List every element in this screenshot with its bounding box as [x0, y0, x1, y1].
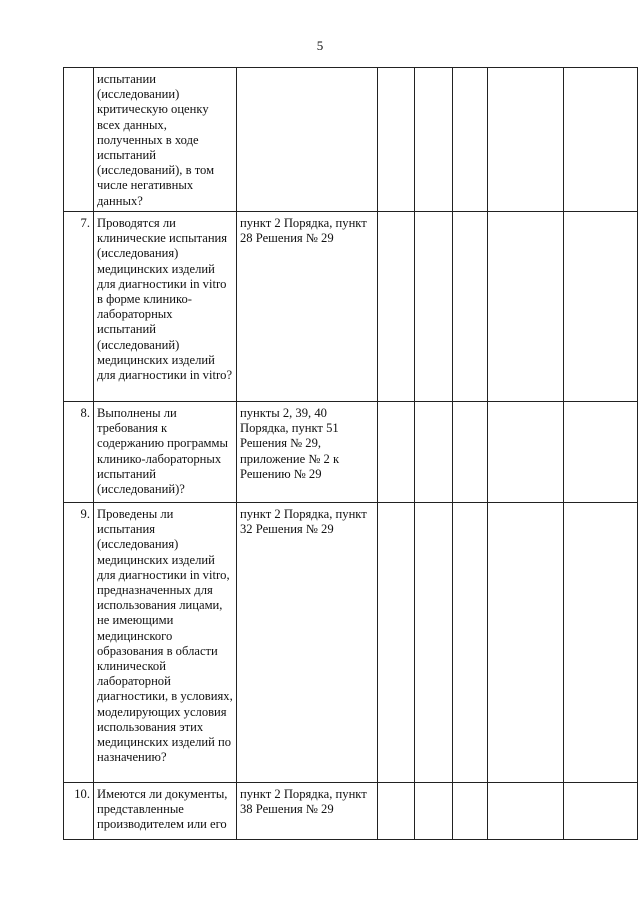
notes-cell[interactable]: [564, 503, 638, 783]
notes-cell[interactable]: [564, 402, 638, 503]
reference-cell: пункты 2, 39, 40 Порядка, пункт 51 Решения № 29, приложение № 2 к Решению № 29: [237, 402, 378, 503]
reference-cell: пункт 2 Порядка, пункт 28 Решения № 29: [237, 212, 378, 402]
answer-cell-no[interactable]: [415, 402, 453, 503]
reference-cell: [237, 68, 378, 212]
answer-cell-na[interactable]: [453, 212, 488, 402]
answer-cell-extra[interactable]: [488, 212, 564, 402]
answer-cell-yes[interactable]: [378, 503, 415, 783]
row-number: 7.: [64, 212, 94, 402]
question-cell: Имеются ли документы, представленные производителем или его: [94, 783, 237, 840]
notes-cell[interactable]: [564, 783, 638, 840]
row-number: 8.: [64, 402, 94, 503]
reference-cell: пункт 2 Порядка, пункт 32 Решения № 29: [237, 503, 378, 783]
answer-cell-na[interactable]: [453, 402, 488, 503]
answer-cell-na[interactable]: [453, 503, 488, 783]
question-cell: испытании (исследовании) критическую оценку всех данных, полученных в ходе испытаний (исследований), в том числе негативных данных?: [94, 68, 237, 212]
answer-cell-no[interactable]: [415, 212, 453, 402]
answer-cell-extra[interactable]: [488, 783, 564, 840]
answer-cell-extra[interactable]: [488, 503, 564, 783]
checklist-table: [63, 67, 638, 840]
reference-cell: пункт 2 Порядка, пункт 38 Решения № 29: [237, 783, 378, 840]
table-row: [64, 503, 638, 783]
table-row: [64, 212, 638, 402]
row-number: [64, 68, 94, 212]
answer-cell-na[interactable]: [453, 68, 488, 212]
answer-cell-yes[interactable]: [378, 68, 415, 212]
answer-cell-extra[interactable]: [488, 68, 564, 212]
notes-cell[interactable]: [564, 212, 638, 402]
answer-cell-no[interactable]: [415, 503, 453, 783]
table-row: [64, 68, 638, 212]
table-row: [64, 402, 638, 503]
answer-cell-extra[interactable]: [488, 402, 564, 503]
answer-cell-na[interactable]: [453, 783, 488, 840]
table-row: [64, 783, 638, 840]
notes-cell[interactable]: [564, 68, 638, 212]
answer-cell-no[interactable]: [415, 783, 453, 840]
page-number: 5: [316, 38, 324, 53]
question-cell: Проведены ли испытания (исследования) медицинских изделий для диагностики in vitro, предназначенных для использования лицами, не имеющими медицинского образования в области клинической лабораторной диагностики, в условиях, моделирующих условия использования этих медицинских изделий по назначению?: [94, 503, 237, 783]
question-cell: Выполнены ли требования к содержанию программы клинико-лабораторных испытаний (исследований)?: [94, 402, 237, 503]
answer-cell-yes[interactable]: [378, 212, 415, 402]
question-cell: Проводятся ли клинические испытания (исследования) медицинских изделий для диагностики in vitro в форме клинико-лабораторных испытаний (исследований) медицинских изделий для диагностики in vitro?: [94, 212, 237, 402]
answer-cell-yes[interactable]: [378, 402, 415, 503]
answer-cell-yes[interactable]: [378, 783, 415, 840]
row-number: 9.: [64, 503, 94, 783]
row-number: 10.: [64, 783, 94, 840]
answer-cell-no[interactable]: [415, 68, 453, 212]
